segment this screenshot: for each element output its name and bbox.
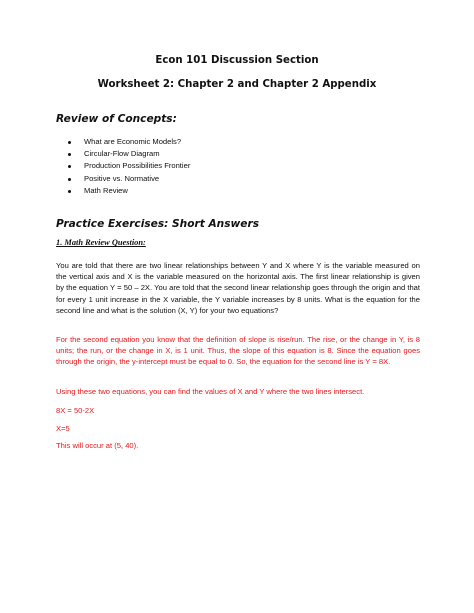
document-subtitle: Worksheet 2: Chapter 2 and Chapter 2 Appendix [97, 79, 377, 90]
review-list [68, 136, 190, 197]
list-item [68, 136, 190, 148]
conclusion-line: This will occur at (5, 40). [56, 441, 139, 450]
question-title: 1. Math Review Question: [56, 238, 146, 247]
list-item [68, 173, 190, 185]
list-item [68, 160, 190, 172]
bullet-icon [68, 165, 71, 168]
list-item-label: Circular-Flow Diagram [84, 149, 160, 159]
list-item-label: What are Economic Models? [84, 137, 182, 146]
list-item [68, 185, 190, 197]
intersect-text: Using these two equations, you can find the values of X and Y where the two lines intersect. [56, 387, 365, 396]
bullet-icon [68, 153, 71, 156]
list-item-label: Positive vs. Normative [84, 173, 160, 183]
bullet-icon [68, 178, 71, 181]
equation-line: 8X = 50-2X [56, 406, 95, 415]
solution-line: X=5 [56, 424, 70, 433]
document-title: Econ 101 Discussion Section [155, 55, 319, 66]
answer-text: For the second equation you know that the definition of slope is rise/run. The rise, or the change in Y, is 8 units; the run, or the change in X, is 1 unit. Thus, the slope of this equation is 8. Since the equation goes through the origin, the y-intercept must be equal to 0. So, the equation for the second line is Y = 8X. [56, 335, 420, 367]
practice-heading: Practice Exercises: Short Answers [56, 218, 260, 230]
bullet-icon [68, 141, 71, 144]
bullet-icon [68, 190, 71, 193]
question-text: You are told that there are two linear relationships between Y and X where Y is the variable measured on the vertical axis and X is the variable measured on the horizontal axis. The first linear relationship is given by the equation Y = 50 – 2X. You are told that the second linear relationship goes through the origin and that for every 1 unit increase in the X variable, the Y variable increases by 8 units. What is the equation for the second line and what is the solution (X, Y) for your two equations? [56, 261, 420, 315]
list-item-label: Production Possibilities Frontier [84, 161, 191, 171]
review-heading: Review of Concepts: [56, 113, 177, 125]
list-item-label: Math Review [84, 185, 128, 195]
list-item [68, 148, 190, 160]
